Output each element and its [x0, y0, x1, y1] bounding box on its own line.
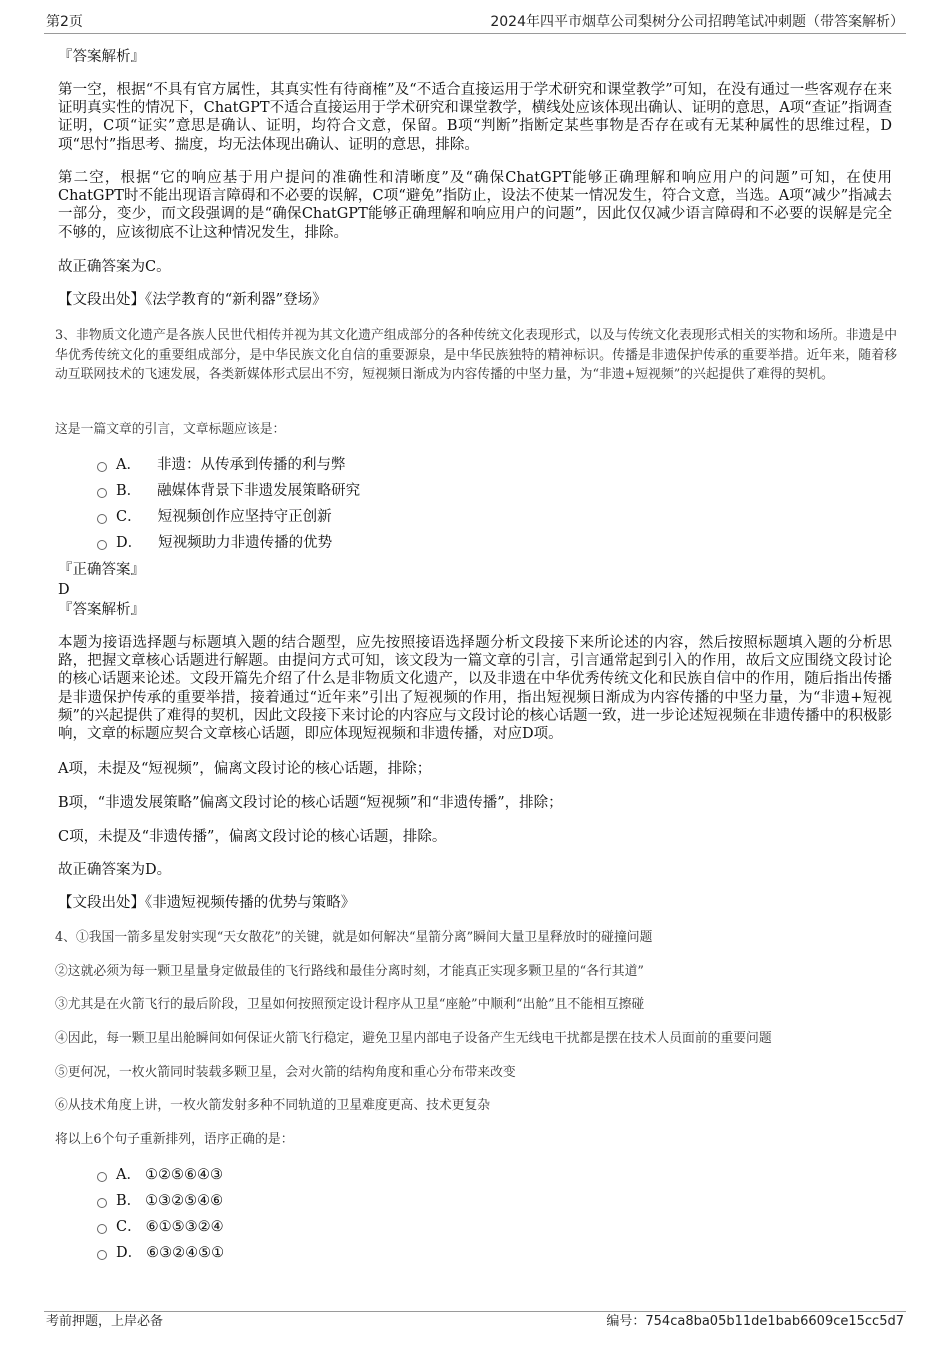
- radio-icon[interactable]: [97, 540, 107, 550]
- q3-analysis: 本题为接语选择题与标题填入题的结合题型，应先按照接语选择题分析文段接下来所论述的内容，然后按照标题填入题的分析思路，把握文章核心话题进行解题。由提问方式可知，该文段为一篇文章的引言，引言通常起到引入的作用，故后文应围绕文段讨论的核心话题来论述。文段开篇先介绍了什么是非物质文化遗产，以及非遗在中华优秀传统文化和民族自信中的作用，随后指出传播是非遗保护传承的重要举措，接着通过“近年来”引出了短视频的作用，指出短视频日渐成为内容传播的中坚力量，为“非遗+短视频”的兴起提供了难得的契机，因此文段接下来讨论的内容应与文段讨论的核心话题一致，进一步论述短视频在非遗传播中的积极影响，文章的标题应契合文章核心话题，即应体现短视频和非遗传播，对应D项。: [58, 635, 892, 743]
- footer-divider: [44, 1311, 906, 1312]
- radio-icon[interactable]: [97, 514, 107, 524]
- option-text: ①③②⑤④⑥: [145, 1193, 224, 1209]
- radio-icon[interactable]: [97, 1224, 107, 1234]
- footer-slogan: 考前押题，上岸必备: [46, 1314, 164, 1329]
- radio-icon[interactable]: [97, 1198, 107, 1208]
- option-label: A．: [116, 1167, 141, 1183]
- q2-analysis-para1: 第一空，根据“不具有官方属性，其真实性有待商榷”及“不适合直接运用于学术研究和课堂教学”可知，在没有通过一些客观存在来证明真实性的情况下，ChatGPT不适合直接运用于学术研究和课堂教学，横线处应该体现出确认、证明的意思，A项“查证”指调查证明，C项“证实”意思是确认、证明，均符合文意，保留。B项“判断”指断定某些事物是否存在或有无某种属性的思维过程，D项“思忖”指思考、揣度，均无法体现出确认、证明的意思，排除。: [58, 82, 892, 153]
- option-label: D．: [116, 535, 143, 551]
- q3-source: 【文段出处】《非遗短视频传播的优势与策略》: [58, 895, 356, 911]
- radio-icon[interactable]: [97, 1250, 107, 1260]
- option-label: D．: [116, 1245, 143, 1261]
- q4-option-d[interactable]: [97, 1244, 224, 1262]
- q3-answer: D: [58, 582, 70, 598]
- q2-source: 【文段出处】《法学教育的“新利器”登场》: [58, 292, 327, 308]
- option-label: B．: [116, 483, 142, 499]
- option-text: ①②⑤⑥④③: [144, 1167, 223, 1183]
- q4-option-b[interactable]: [97, 1192, 223, 1210]
- option-label: C．: [116, 509, 142, 525]
- q3-analysis-item-a: A项，未提及“短视频”，偏离文段讨论的核心话题，排除；: [58, 761, 432, 777]
- radio-icon[interactable]: [97, 488, 107, 498]
- q3-option-c[interactable]: [97, 508, 332, 526]
- option-label: B．: [116, 1193, 142, 1209]
- option-text: 非遗：从传承到传播的利与弊: [156, 457, 346, 473]
- q3-analysis-item-b: B项，“非遗发展策略”偏离文段讨论的核心话题“短视频”和“非遗传播”，排除；: [58, 795, 563, 811]
- q4-prompt: 将以上6个句子重新排列，语序正确的是：: [55, 1132, 294, 1147]
- q3-answer-label: 『正确答案』: [58, 562, 145, 578]
- q3-conclusion: 故正确答案为D。: [58, 862, 172, 878]
- footer-document-id: 编号：754ca8ba05b11de1bab6609ce15cc5d7: [606, 1314, 904, 1329]
- q4-sentence-2: ②这就必须为每一颗卫星量身定做最佳的飞行路线和最佳分离时刻，才能真正实现多颗卫星的“各行其道”: [55, 964, 644, 979]
- q4-option-a[interactable]: [97, 1166, 223, 1184]
- option-text: 融媒体背景下非遗发展策略研究: [157, 483, 361, 499]
- radio-icon[interactable]: [97, 1172, 107, 1182]
- q3-analysis-label: 『答案解析』: [58, 602, 145, 618]
- header-divider: [44, 33, 906, 34]
- q4-sentence-4: ④因此，每一颗卫星出舱瞬间如何保证火箭飞行稳定，避免卫星内部电子设备产生无线电干扰都是摆在技术人员面前的重要问题: [55, 1031, 772, 1046]
- header-page-number: 第2页: [46, 14, 83, 30]
- q2-analysis-label: 『答案解析』: [58, 49, 145, 65]
- q2-analysis-para2: 第二空，根据“它的响应基于用户提问的准确性和清晰度”及“确保ChatGPT能够正确理解和响应用户的问题”可知，在使用ChatGPT时不能出现语言障碍和不必要的误解，C项“避免”指防止，设法不使某一情况发生，符合文意，当选。A项“减少”指减去一部分，变少，而文段强调的是“确保ChatGPT能够正确理解和响应用户的问题”，因此仅仅减少语言障碍和不必要的误解是完全不够的，应该彻底不让这种情况发生，排除。: [58, 170, 892, 241]
- q4-sentence-1: 4、①我国一箭多星发射实现“天女散花”的关键，就是如何解决“星箭分离”瞬间大量卫星释放时的碰撞问题: [55, 930, 653, 945]
- header-document-title: 2024年四平市烟草公司梨树分公司招聘笔试冲刺题（带答案解析）: [490, 14, 904, 30]
- option-label: C．: [116, 1219, 142, 1235]
- q4-option-c[interactable]: [97, 1218, 224, 1236]
- q4-sentence-3: ③尤其是在火箭飞行的最后阶段，卫星如何按照预定设计程序从卫星“座舱”中顺利“出舱”且不能相互擦碰: [55, 997, 645, 1012]
- q3-analysis-item-c: C项，未提及“非遗传播”，偏离文段讨论的核心话题，排除。: [58, 829, 447, 845]
- option-label: A．: [116, 457, 141, 473]
- q3-prompt: 这是一篇文章的引言，文章标题应该是：: [55, 422, 286, 437]
- radio-icon[interactable]: [97, 462, 107, 472]
- q3-option-b[interactable]: [97, 482, 360, 500]
- option-text: ⑥③②④⑤①: [146, 1245, 225, 1261]
- q4-sentence-5: ⑤更何况，一枚火箭同时装载多颗卫星，会对火箭的结构角度和重心分布带来改变: [55, 1065, 516, 1080]
- q4-sentence-6: ⑥从技术角度上讲，一枚火箭发射多种不同轨道的卫星难度更高、技术更复杂: [55, 1098, 491, 1113]
- option-text: 短视频创作应坚持守正创新: [157, 509, 332, 525]
- q2-conclusion: 故正确答案为C。: [58, 259, 171, 275]
- q3-option-a[interactable]: [97, 456, 345, 474]
- q3-stem: 3、非物质文化遗产是各族人民世代相传并视为其文化遗产组成部分的各种传统文化表现形式，以及与传统文化表现形式相关的实物和场所。非遗是中华优秀传统文化的重要组成部分，是中华民族文化自信的重要源泉，是中华民族独特的精神标识。传播是非遗保护传承的重要举措。近年来，随着移动互联网技术的飞速发展，各类新媒体形式层出不穷，短视频日渐成为内容传播的中坚力量，为“非遗+短视频”的兴起提供了难得的契机。: [55, 328, 897, 383]
- option-text: ⑥①⑤③②④: [145, 1219, 224, 1235]
- q3-option-d[interactable]: [97, 534, 332, 552]
- option-text: 短视频助力非遗传播的优势: [158, 535, 333, 551]
